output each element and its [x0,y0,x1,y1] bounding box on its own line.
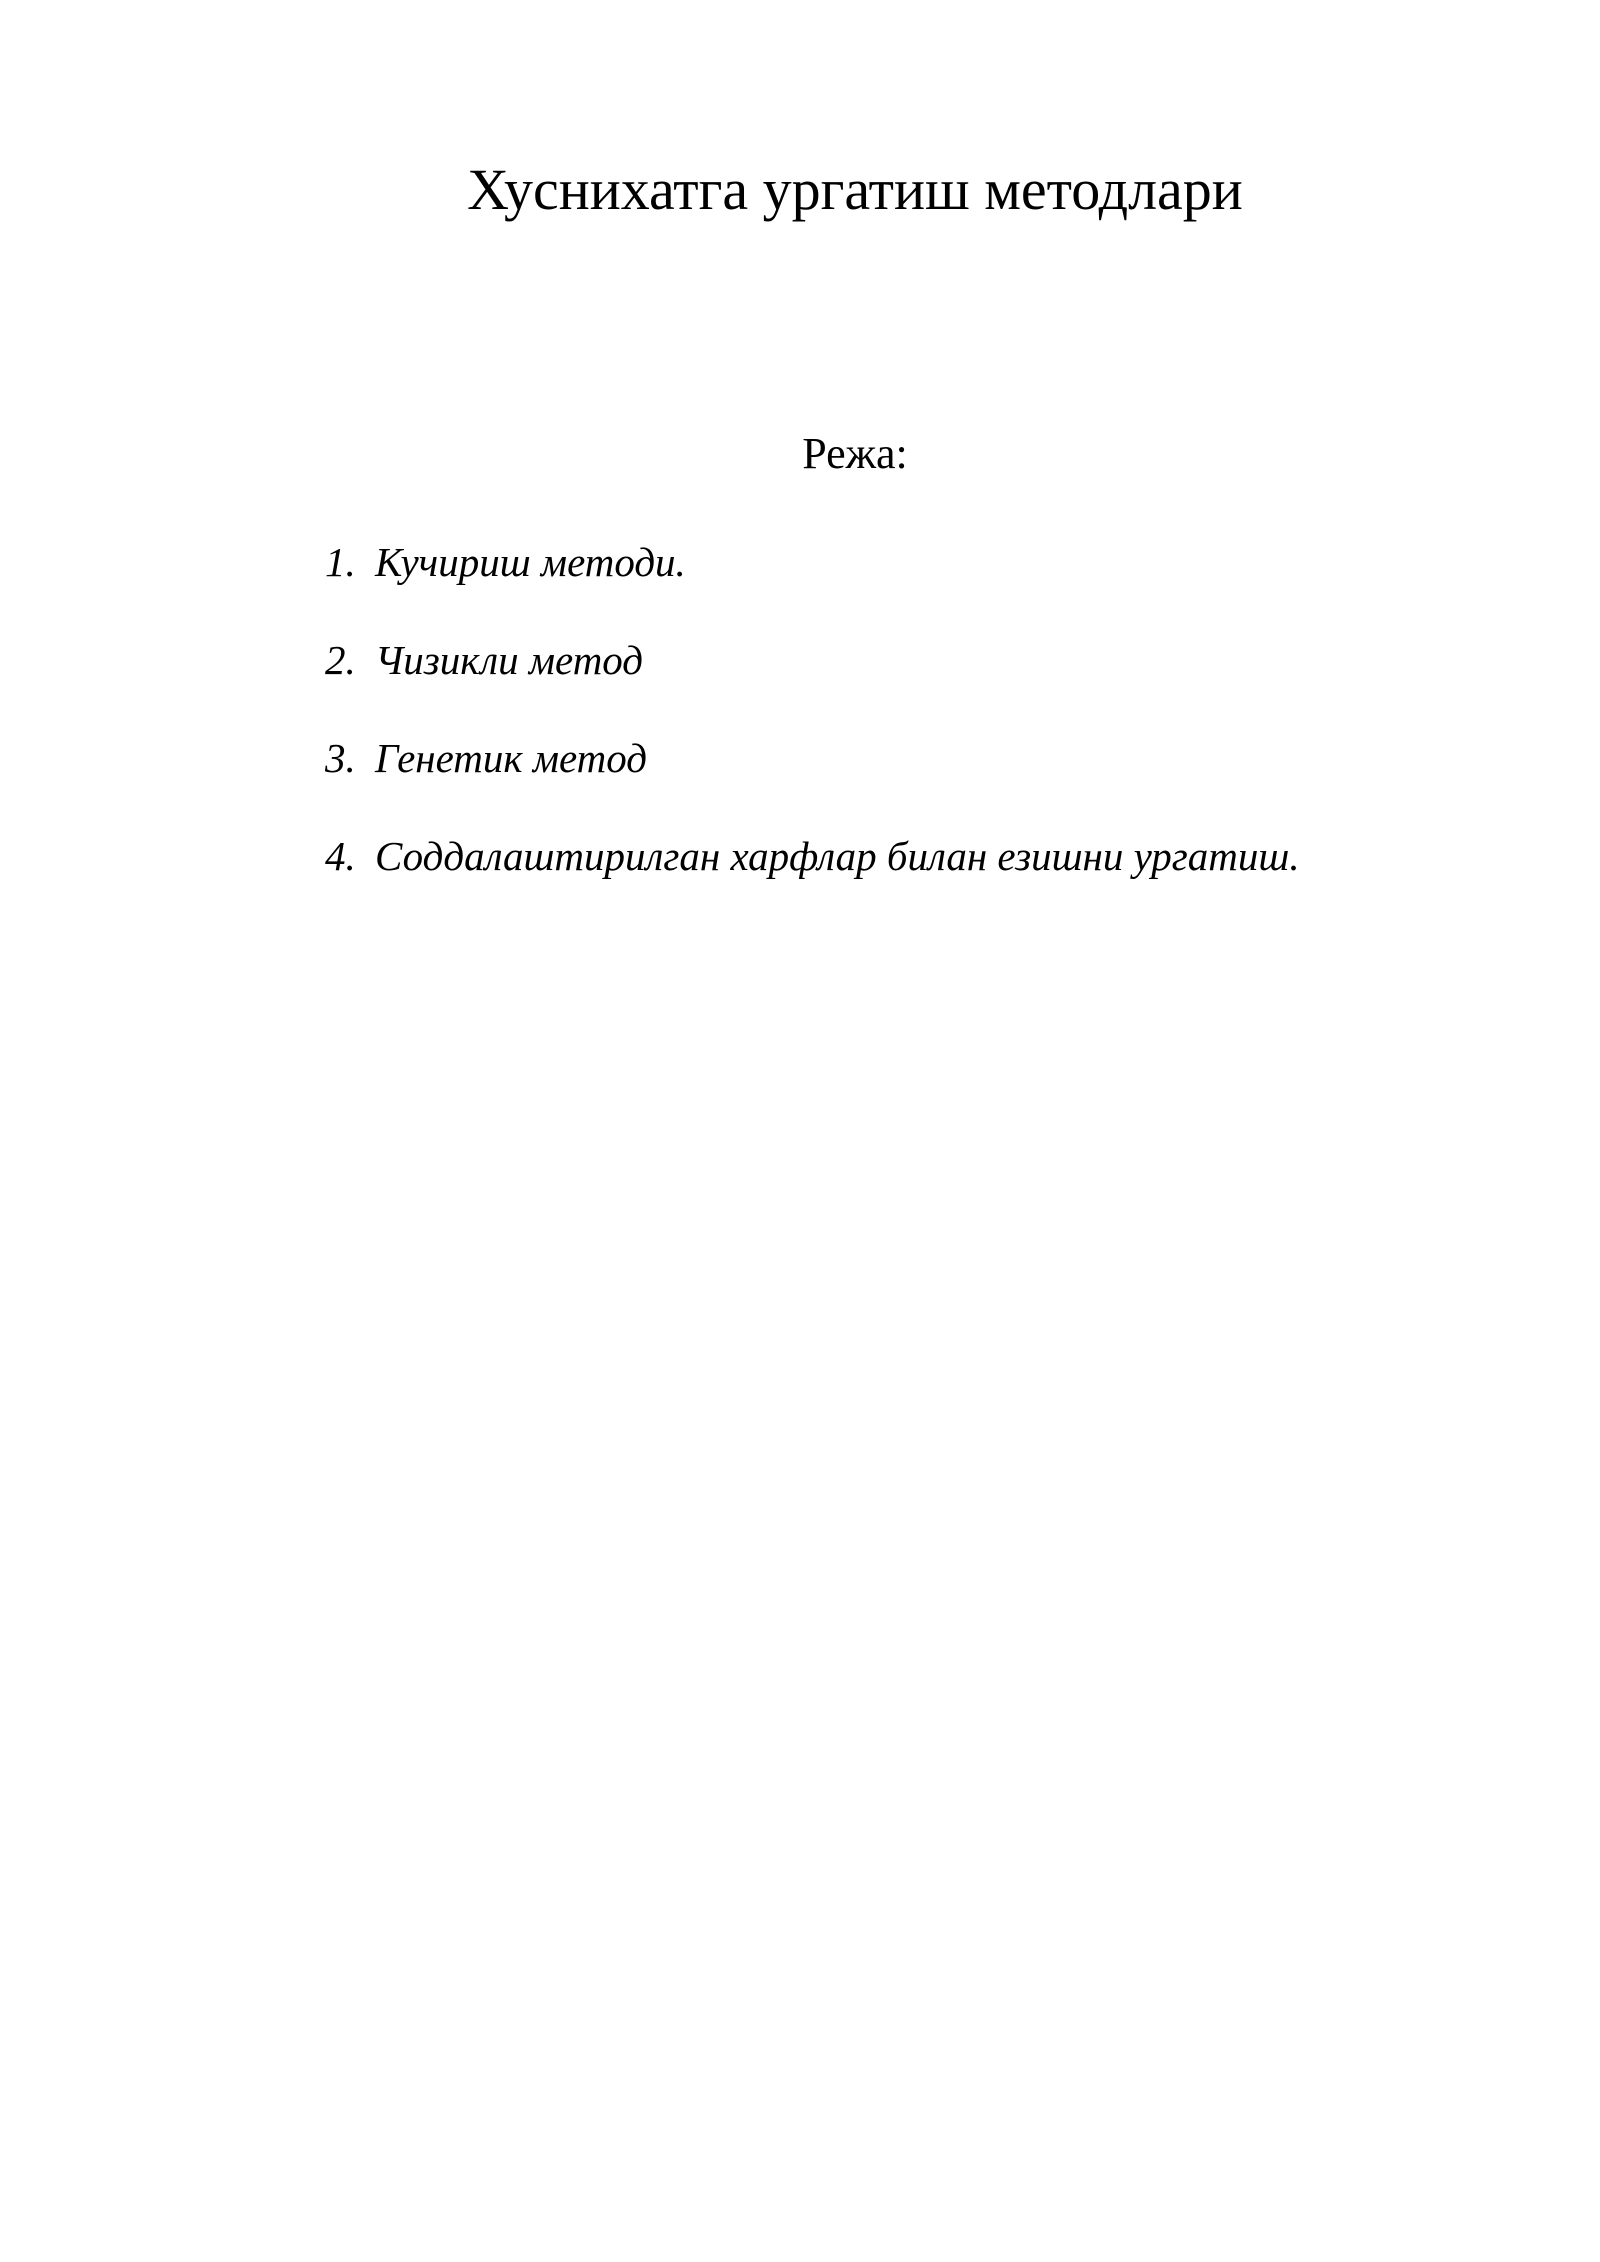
plan-item-text: Кучириш методи. [375,539,686,585]
plan-item-text: Соддалаштирилган харфлар билан езишни ургатиш. [375,833,1300,879]
plan-item-number: 2. [325,637,356,683]
plan-item [325,726,1300,824]
plan-item [325,530,1300,628]
plan-item-text: Генетик метод [375,735,647,781]
plan-item [325,628,1300,726]
document-title: Хуснихатга ургатиш методлари [467,157,1243,222]
plan-item-number: 1. [325,539,356,585]
plan-list [325,530,1300,922]
plan-item-text: Чизикли метод [375,637,644,683]
plan-item [325,824,1300,922]
plan-item-number: 4. [325,833,356,879]
plan-item-number: 3. [325,735,356,781]
plan-heading: Режа: [802,429,908,478]
